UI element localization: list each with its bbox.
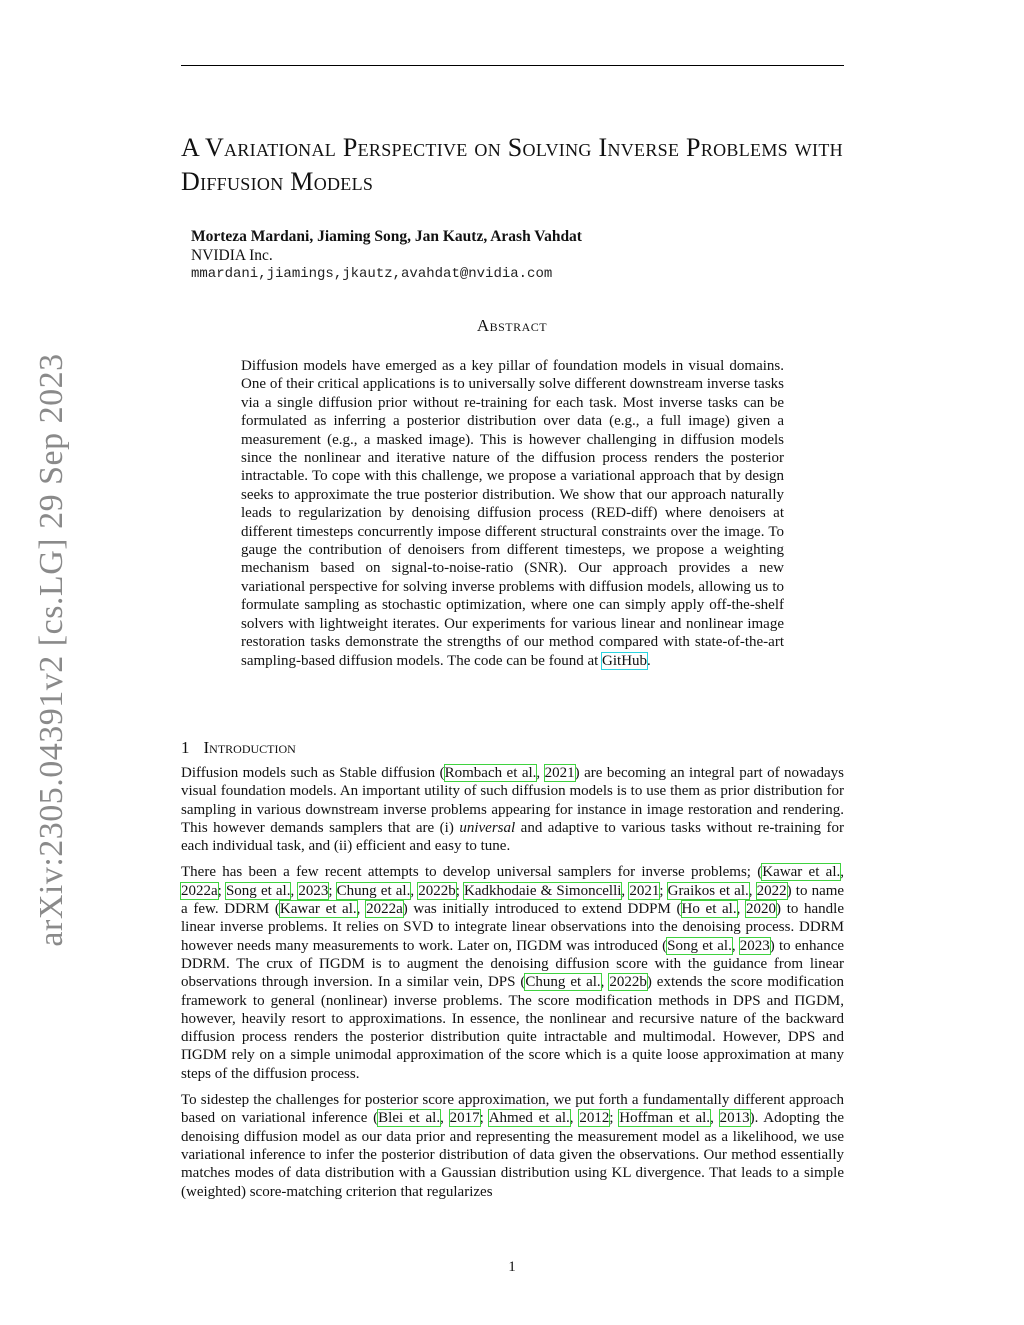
author-email: mmardani,jiamings,jkautz,avahdat@nvidia.com bbox=[191, 266, 553, 282]
paragraph-2: There has been a few recent attempts to develop universal samplers for inverse problems; (Kawar et al., 2022a; Song et al., 2023; Chung et al., 2022b; Kadkhodaie & Simoncelli, 2021; Graikos et al., 2022) to name a few. DDRM (Kawar et al., 2022a) was initially introduced to extend DDPM (Ho et al., 2020) to handle linear inverse problems. It relies on SVD to integrate linear observations into the denoising process. DDRM however needs many measurements to work. Later on, ΠGDM was introduced (Song et al., 2023) to enhance DDRM. The crux of ΠGDM is to augment the denoising diffusion score with the guidance from linear observations through inversion. In a similar vein, DPS (Chung et al., 2022b) extends the score modification framework to general (nonlinear) inverse problems. The score modification methods in DPS and ΠGDM, however, heavily resort to approximations. In essence, the nonlinear and recursive nature of the backward diffusion process renders the posterior distribution quite intractable and multimodal. However, DPS and ΠGDM rely on a simple unimodal approximation of the score which is a quite loose approximation at many steps of the diffusion process. bbox=[181, 864, 845, 1082]
citation-link[interactable]: Kawar et al. bbox=[279, 901, 357, 918]
citation-link[interactable]: 2022b bbox=[609, 974, 647, 991]
citation-link[interactable]: Rombach et al. bbox=[444, 765, 537, 781]
paragraph-3: To sidestep the challenges for posterior score approximation, we put forth a fundamentally different approach based on variational inference (Blei et al., 2017; Ahmed et al., 2012; Hoffman et al., 2013). Adopting the denoising diffusion model as our data prior and representing the measurement model as a likelihood, we use variational inference to infer the posterior distribution of data given the observations. Our method essentially matches modes of data distribution with a Gaussian distribution using KL divergence. That leads to a simple (weighted) score-matching criterion that regularizes bbox=[181, 1092, 845, 1200]
citation-link[interactable]: Chung et al. bbox=[336, 882, 411, 899]
section-title: Introduction bbox=[203, 738, 296, 757]
author-names: Morteza Mardani, Jiaming Song, Jan Kautz, Arash Vahdat bbox=[191, 228, 582, 245]
abstract-heading: Abstract bbox=[476, 316, 548, 335]
citation-link[interactable]: 2021 bbox=[544, 765, 575, 781]
citation-link[interactable]: Song et al. bbox=[667, 937, 732, 954]
citation-link[interactable]: 2023 bbox=[739, 937, 770, 954]
citation-link[interactable]: Graikos et al. bbox=[667, 882, 749, 899]
citation-link[interactable]: 2017 bbox=[449, 1110, 480, 1127]
emphasis: universal bbox=[459, 819, 516, 836]
citation-link[interactable]: Chung et al. bbox=[525, 974, 601, 991]
citation-link[interactable]: 2022a bbox=[366, 901, 403, 918]
citation-link[interactable]: 2022a bbox=[181, 882, 218, 899]
github-link[interactable]: GitHub bbox=[602, 652, 648, 669]
citation-link[interactable]: 2022 bbox=[756, 882, 787, 899]
citation-link[interactable]: 2022b bbox=[418, 882, 456, 899]
citation-link[interactable]: Ahmed et al. bbox=[488, 1110, 570, 1127]
citation-link[interactable]: Ho et al. bbox=[681, 901, 737, 918]
citation-link[interactable]: 2021 bbox=[629, 882, 660, 899]
author-affiliation: NVIDIA Inc. bbox=[191, 247, 273, 264]
citation-link[interactable]: Kadkhodaie & Simoncelli bbox=[464, 882, 622, 899]
paper-title: A Variational Perspective on Solving Inverse Problems with Diffusion Models bbox=[181, 133, 843, 196]
citation-link[interactable]: 2013 bbox=[719, 1110, 750, 1127]
abstract-text: Diffusion models have emerged as a key pillar of foundation models in visual domains. One of their critical applications is to universally solve different downstream inverse tasks via a single diffusion prior without re-training for each task. Most inverse tasks can be formulated as inferring a posterior distribution over data (e.g., a full image) given a measurement (e.g., a masked image). This is however challenging in diffusion models since the nonlinear and iterative nature of the diffusion process renders the posterior intractable. To cope with this challenge, we propose a variational approach that by design seeks to approximate the true posterior distribution. We show that our approach naturally leads to regularization by denoising diffusion process (RED-diff) where denoisers at different timesteps concurrently impose different structural constraints over the image. To gauge the contribution of denoisers from different timesteps, we propose a weighting mechanism based on signal-to-noise-ratio (SNR). Our approach provides a new variational perspective for solving inverse problems with diffusion models, allowing us to formulate sampling as stochastic optimization, where one can simply apply off-the-shelf solvers with lightweight iterates. Our experiments for various linear and nonlinear image restoration tasks demonstrate the strengths of our method compared with state-of-the-art sampling-based diffusion models. The code can be found at GitHub. bbox=[241, 358, 784, 669]
section-number: 1 bbox=[181, 738, 190, 757]
citation-link[interactable]: Song et al. bbox=[225, 882, 291, 899]
section-body bbox=[181, 764, 844, 1209]
citation-link[interactable]: Kawar et al. bbox=[762, 864, 841, 881]
top-rule bbox=[181, 65, 844, 66]
page-number: 1 bbox=[508, 1259, 516, 1275]
citation-link[interactable]: Hoffman et al. bbox=[619, 1110, 711, 1127]
citation-link[interactable]: 2023 bbox=[298, 882, 329, 899]
section-heading bbox=[181, 738, 296, 758]
paragraph-1: Diffusion models such as Stable diffusion (Rombach et al., 2021) are becoming an integral part of nowadays visual foundation models. An important utility of such diffusion models is to use them as prior distribution for sampling in various downstream inverse problems appearing for instance in image restoration and rendering. This however demands samplers that are (i) universal and adaptive to various tasks without re-training for each individual task, and (ii) efficient and easy to tune. bbox=[181, 765, 844, 855]
citation-link[interactable]: Blei et al. bbox=[378, 1110, 441, 1127]
citation-link[interactable]: 2020 bbox=[746, 901, 777, 918]
citation-link[interactable]: 2012 bbox=[579, 1110, 610, 1127]
arxiv-identifier: arXiv:2305.04391v2 [cs.LG] 29 Sep 2023 bbox=[33, 353, 70, 947]
author-block bbox=[191, 227, 582, 284]
